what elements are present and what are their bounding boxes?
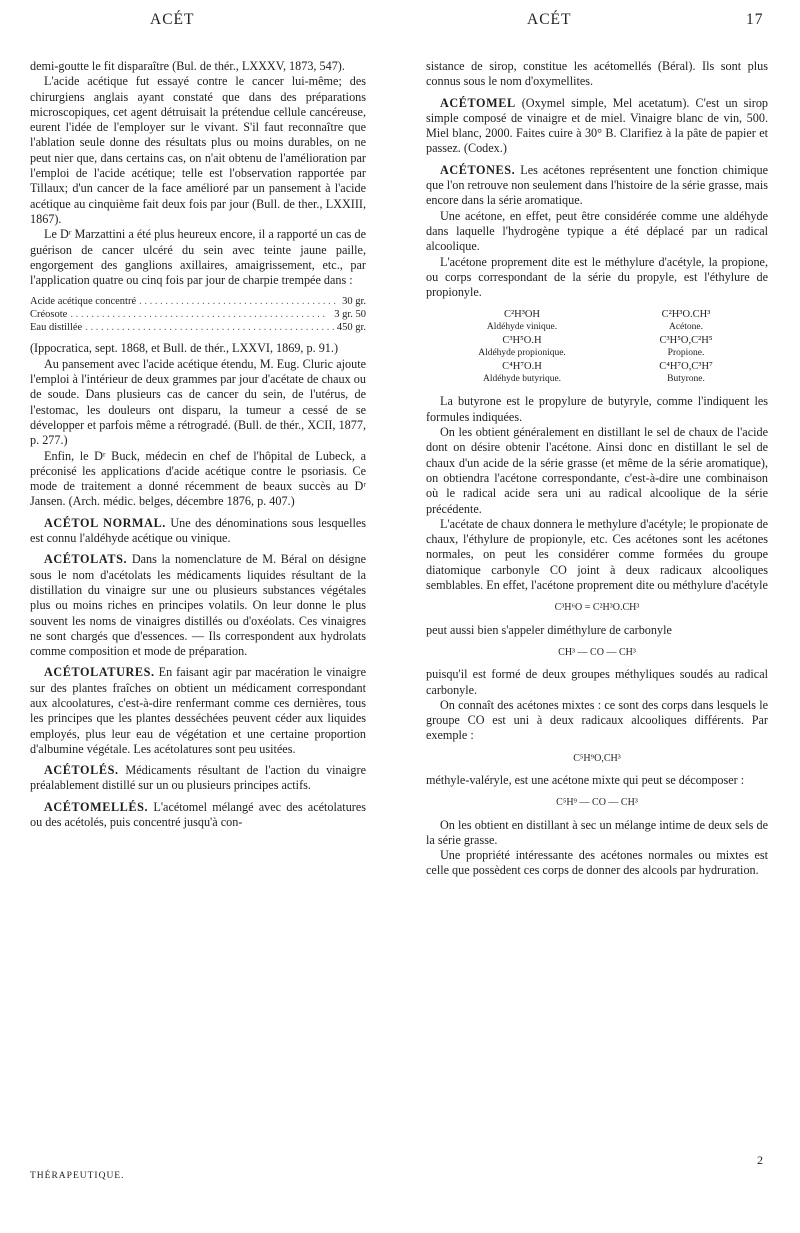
recipe-row: Acide acétique concentré . . . 30 gr. xyxy=(30,295,366,308)
formula: C⁵H⁹O,CH³ xyxy=(573,752,621,764)
running-head-right: ACÉT xyxy=(527,11,572,28)
entry-acetones: ACÉTONES. Les acétones représentent une fonction chimique que l'on retrouve non seulement dans l'histoire de la série grasse, mais encore dans la série aromatique. xyxy=(426,162,769,208)
paragraph: L'acétate de chaux donnera le methylure d'acétyle; le propionate de chaux, l'éthylure de propionyle, etc. Ces acétones sont les acétones normales, on peut les considérer comme formées du groupe diatomique carbonyle CO joint à deux radicaux alcooliques semblables. En effet, l'acétone proprement dite ou méthylure d'acétyle xyxy=(426,516,768,593)
entry-acetolats: ACÉTOLATS. Dans la nomenclature de M. Béral on désigne sous le nom d'acétolats les médicaments liquides résultant de la distillation du vinaigre sur une ou plusieurs substances végétales plus ou moins riches en principes volatils. On leur donne le plus souvent les noms de vinaigres distillés ou d'oxéolats. Ces vinaigres ne sont chargés que d'essences. — Ils correspondent aux hydrolats comme composition et mode de préparation. xyxy=(30,552,367,659)
citation: (Ippocratica, sept. 1868, et Bull. de thér., LXXVI, 1869, p. 91.) xyxy=(30,341,339,356)
paragraph: Une propriété intéressante des acétones normales ou mixtes est celle que possèdent ces corps de donner des alcools par hydruration. xyxy=(426,848,768,878)
paragraph: Le Dʳ Marzattini a été plus heureux encore, il a rapporté un cas de guérison de cancer ulcéré du sein avec teinte jaune paille, engorgement des ganglions axillaires, amaigrissement, etc., par l'application quatre ou cinq fois par jour de charpie trempée dans : xyxy=(30,227,366,288)
formula-table xyxy=(440,308,768,386)
headword: ACÉTOL NORMAL. xyxy=(44,515,166,530)
paragraph: On les obtient généralement en distillant le sel de chaux de l'acide dont on désire obtenir l'acétone. Ainsi donc en distillant le sel de chaux d'un acide de la série grasse (et même de la série aromatique), on obtiendra l'acétone correspondante, c'est-à-dire une combinaison où le radical acide sera uni au radical alcoolique de la série précédente. xyxy=(426,425,768,516)
headword: ACÉTOLATURES. xyxy=(44,665,155,680)
gathering-number: 2 xyxy=(757,1153,763,1167)
entry-acetoles: ACÉTOLÉS. Médicaments résultant de l'action du vinaigre préalablement distillé sur un ou plusieurs principes actifs. xyxy=(30,763,366,793)
entry-acetomelles: ACÉTOMELLÉS. L'acétomel mélangé avec des acétolatures ou des acétolés, puis concentré jusqu'à con- xyxy=(30,799,366,830)
formula-cell: C⁴H⁷O.H Aldéhyde butyrique. xyxy=(482,361,562,385)
right-column xyxy=(426,59,768,879)
entry-acetomel: ACÉTOMEL (Oxymel simple, Mel acetatum). C'est un sirop simple composé de vinaigre et de miel. Vinaigre blanc de vin, 500. Miel blanc, 2000. Faites cuire à 30° B. Clarifiez à la pâte de papier et passez. (Codex.) xyxy=(426,95,769,156)
formula-cell: C³H⁵O,C²H⁵ Propione. xyxy=(659,335,713,359)
entry-acetolatures: ACÉTOLATURES. En faisant agir par macération le vinaigre sur des plantes fraîches on obtient un médicament correspondant aux alcoolatures, c'est-à-dire renfermant comme ces dernières, tous les principes que les plantes desséchées peuvent céder aux liquides employés, plus leur eau de végétation et une certaine proportion d'albumine végétale. Les acétolatures sont peu usitées. xyxy=(30,665,366,756)
headword: ACÉTOMELLÉS. xyxy=(44,799,149,814)
formula: C³H⁶O = C²H³O.CH³ xyxy=(554,602,640,614)
formula-cell: C²H³O.CH³ Acétone. xyxy=(661,309,711,333)
formula: C⁵H⁹ — CO — CH³ xyxy=(556,797,638,809)
recipe-row: Eau distillée . . . 450 gr. xyxy=(30,321,366,334)
paragraph: On connaît des acétones mixtes : ce sont des corps dans lesquels le groupe CO est uni à deux radicaux alcooliques différents. Par exemple : xyxy=(426,697,768,743)
paragraph: L'acide acétique fut essayé contre le cancer lui-même; des chirurgiens anglais ayant constaté que dans des préparations microscopiques, cet agent détruisait la prétendue cellule cancéreuse, eurent l'idée de l'employer sur le vivant. S'il faut reconnaître que l'ablation seule donne des résultats plus ou moins durables, on ne peut nier que, dans certains cas, on n'ait obtenu de l'amélioration par l'emploi de l'acide acétique; telle est l'observation rapportée par Tillaux; d'un cancer de la face amélioré par un pansement à l'acide acétique au cinquième fait deux fois par jour (Bull. de ther., LXXIII, 1867). xyxy=(30,74,366,226)
paragraph: puisqu'il est formé de deux groupes méthyliques soudés au radical carbonyle. xyxy=(426,667,768,697)
formula: CH³ — CO — CH³ xyxy=(558,646,636,658)
paragraph: peut aussi bien s'appeler diméthylure de carbonyle xyxy=(426,622,672,637)
running-head-left: ACÉT xyxy=(150,11,195,28)
headword: ACÉTOLATS. xyxy=(44,552,128,567)
paragraph: Enfin, le Dʳ Buck, médecin en chef de l'hôpital de Lubeck, a préconisé les applications d'acide acétique contre le psoriasis. Ce mode de traitement a donné récemment de beaux succès au Dʳ Jansen. (Arch. médic. belges, décembre 1876, p. 407.) xyxy=(30,448,366,509)
recipe-row: Créosote . . . 3 gr. 50 xyxy=(30,308,366,321)
formula-cell: C³H⁵O.H Aldéhyde propionique. xyxy=(478,335,566,359)
recipe-list xyxy=(30,295,366,334)
paragraph: La butyrone est le propylure de butyryle, comme l'indiquent les formules indiquées. xyxy=(426,394,768,424)
entry-acetol-normal: ACÉTOL NORMAL. Une des dénominations sous lesquelles est connu l'aldéhyde acétique ou vinique. xyxy=(30,515,367,546)
left-column xyxy=(30,59,366,830)
headword: ACÉTOMEL xyxy=(440,95,516,110)
page-number: 17 xyxy=(746,11,764,28)
paragraph: méthyle-valéryle, est une acétone mixte qui peut se décomposer : xyxy=(426,772,745,787)
headword: ACÉTOLÉS. xyxy=(44,763,119,778)
paragraph: Une acétone, en effet, peut être considérée comme une aldéhyde dans laquelle l'hydrogène typique a été déplacé par un radical alcoolique. xyxy=(426,208,768,254)
paragraph: demi-goutte le fit disparaître (Bul. de thér., LXXXV, 1873, 547). xyxy=(30,59,345,73)
headword: ACÉTONES. xyxy=(440,162,516,177)
formula-cell: C²H³OH Aldéhyde vinique. xyxy=(486,309,558,333)
formula-cell: C⁴H⁷O,C³H⁷ Butyrone. xyxy=(659,361,713,385)
paragraph: sistance de sirop, constitue les acétomellés (Béral). Ils sont plus connus sous le nom d'oxymellites. xyxy=(426,59,768,89)
paragraph: L'acétone proprement dite est le méthylure d'acétyle, la propione, ou corps correspondant de la série du propyle, est l'éthylure de propionyle. xyxy=(426,254,768,300)
paragraph: On les obtient en distillant à sec un mélange intime de deux sels de la série grasse. xyxy=(426,817,768,847)
paragraph: Au pansement avec l'acide acétique étendu, M. Eug. Cluric ajoute l'emploi à l'intérieur de deux grammes par jour d'acétate de chaux ou de soude. Dans plusieurs cas de cancer du sein, de l'utérus, de l'estomac, les douleurs ont disparu, la tumeur a cessé de se développer et parfois même a rétrogradé. (Bull. de thér., XCII, 1877, p. 277.) xyxy=(30,356,366,448)
signature-mark: THÉRAPEUTIQUE. xyxy=(30,1171,125,1181)
